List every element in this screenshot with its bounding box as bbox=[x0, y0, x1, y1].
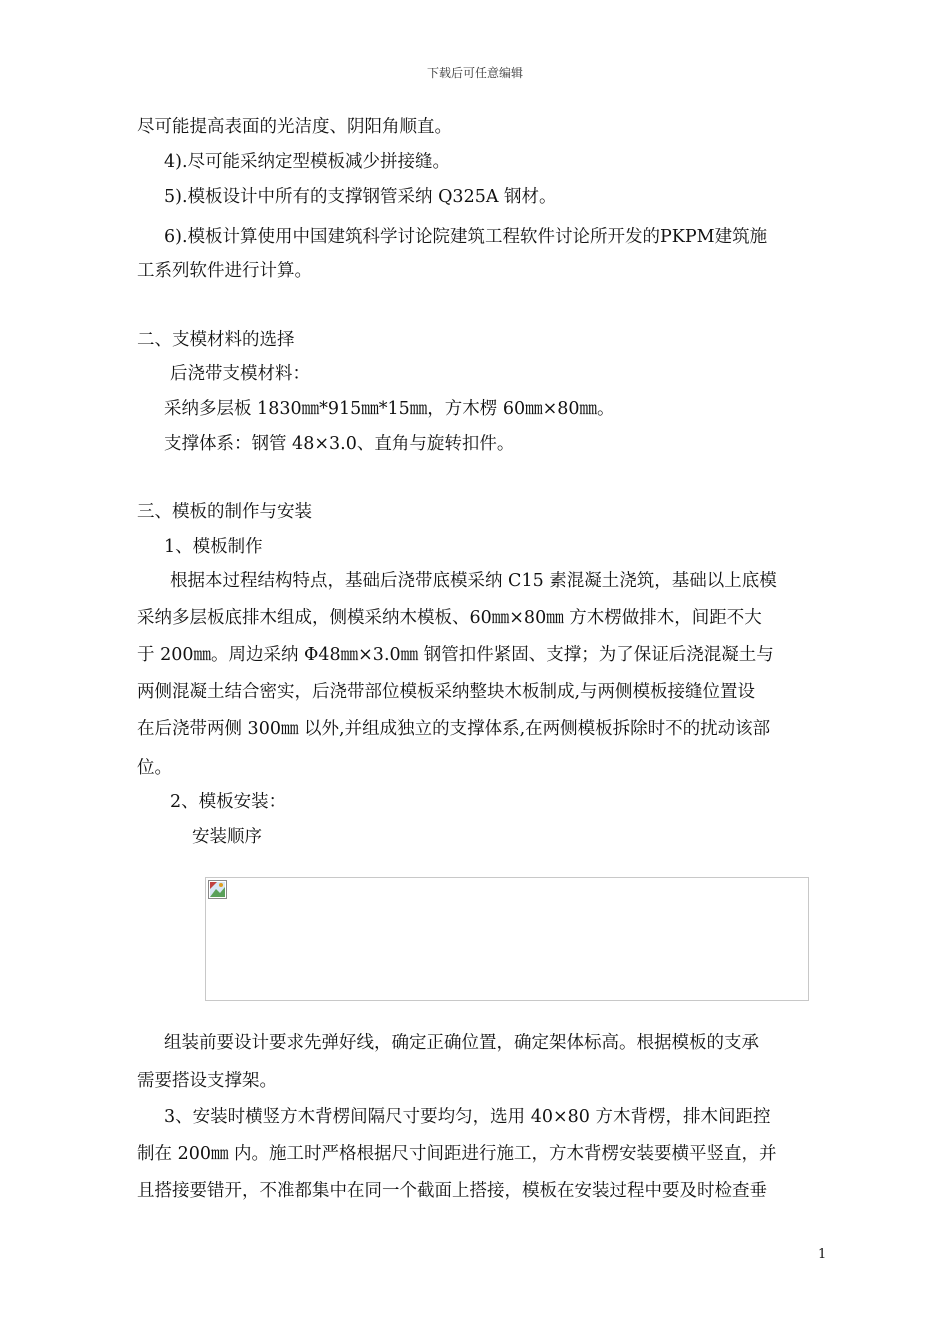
section-heading: 三、模板的制作与安装 bbox=[137, 502, 312, 522]
paragraph-line: 且搭接要错开，不准都集中在同一个截面上搭接，模板在安装过程中要及时检查垂 bbox=[137, 1181, 767, 1201]
page-header: 下载后可任意编辑 bbox=[426, 66, 523, 80]
paragraph-line: 工系列软件进行计算。 bbox=[137, 261, 312, 281]
paragraph-line: 位。 bbox=[137, 758, 172, 778]
paragraph-line: 3、安装时横竖方木背楞间隔尺寸要均匀，选用 40×80 方木背楞，排木间距控 bbox=[164, 1107, 771, 1127]
paragraph-line: 于 200㎜。周边采纳 Φ48㎜×3.0㎜ 钢管扣件紧固、支撑；为了保证后浇混凝土与 bbox=[137, 645, 774, 665]
paragraph-line: 支撑体系：钢管 48×3.0、直角与旋转扣件。 bbox=[164, 434, 515, 454]
list-item: 5).模板设计中所有的支撑钢管采纳 Q325A 钢材。 bbox=[164, 187, 557, 207]
paragraph-line: 尽可能提高表面的光洁度、阴阳角顺直。 bbox=[137, 117, 452, 137]
list-item: 6).模板计算使用中国建筑科学讨论院建筑工程软件讨论所开发的PKPM建筑施 bbox=[164, 227, 768, 247]
paragraph-line: 根据本过程结构特点，基础后浇带底模采纳 C15 素混凝土浇筑，基础以上底模 bbox=[170, 571, 777, 591]
paragraph-line: 在后浇带两侧 300㎜ 以外,并组成独立的支撑体系,在两侧模板拆除时不的扰动该部 bbox=[137, 719, 771, 739]
section-heading: 二、支模材料的选择 bbox=[137, 330, 295, 350]
subsection-heading: 1、模板制作 bbox=[164, 537, 263, 557]
paragraph-line: 后浇带支模材料： bbox=[170, 364, 310, 384]
paragraph-line: 制在 200㎜ 内。施工时严格根据尺寸间距进行施工，方木背楞安装要横平竖直，并 bbox=[137, 1144, 777, 1164]
paragraph-line: 两侧混凝土结合密实，后浇带部位模板采纳整块木板制成,与两侧模板接缝位置设 bbox=[137, 682, 756, 702]
paragraph-line: 组装前要设计要求先弹好线，确定正确位置，确定架体标高。根据模板的支承 bbox=[164, 1033, 759, 1053]
paragraph-line: 采纳多层板底排木组成，侧模采纳木模板、60㎜×80㎜ 方木楞做排木，间距不大 bbox=[137, 608, 762, 628]
broken-image-placeholder bbox=[205, 877, 809, 1001]
paragraph-line: 采纳多层板 1830㎜*915㎜*15㎜，方木楞 60㎜×80㎜。 bbox=[164, 399, 615, 419]
broken-image-icon bbox=[208, 880, 227, 899]
subsection-heading: 2、模板安装： bbox=[170, 792, 287, 812]
paragraph-line: 需要搭设支撑架。 bbox=[137, 1071, 277, 1091]
paragraph-line: 安装顺序 bbox=[192, 827, 262, 847]
page-number: 1 bbox=[818, 1247, 827, 1262]
list-item: 4).尽可能采纳定型模板减少拼接缝。 bbox=[164, 152, 451, 172]
